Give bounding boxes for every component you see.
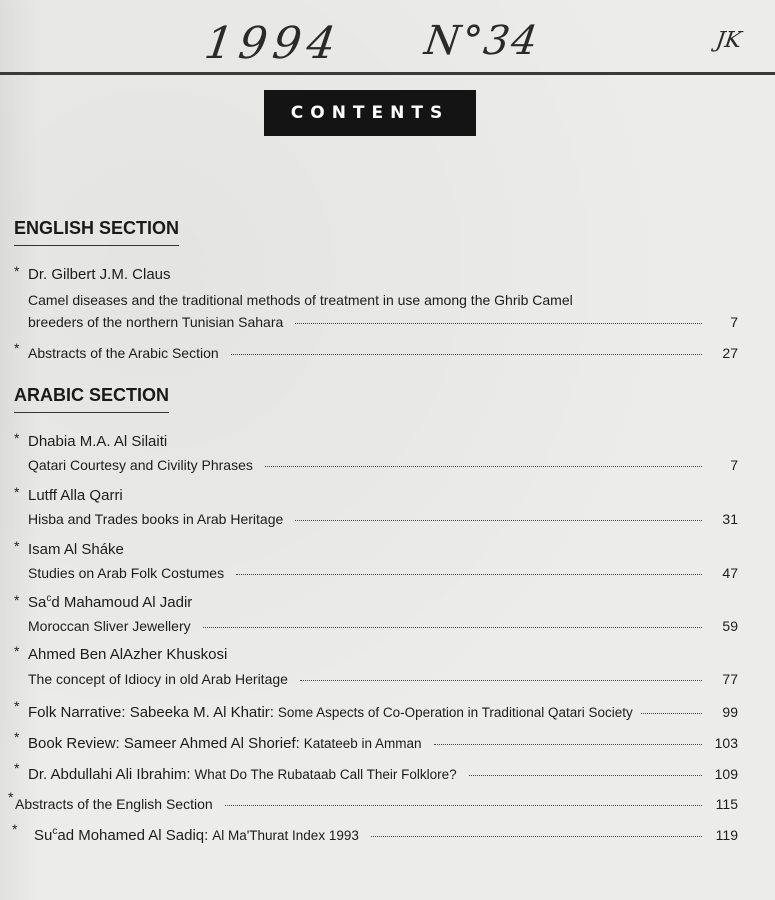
article-title: What Do The Rubataab Call Their Folklore? bbox=[194, 767, 457, 782]
page-number: 7 bbox=[730, 314, 738, 330]
toc-title-line bbox=[28, 292, 738, 308]
dot-leader bbox=[295, 520, 702, 521]
page-number: 27 bbox=[722, 345, 738, 361]
author-name: Dr. Abdullahi Ali Ibrahim: bbox=[28, 766, 191, 783]
article-title: Some Aspects of Co-Operation in Traditional Qatari Society bbox=[277, 705, 633, 720]
top-rule bbox=[0, 72, 775, 75]
dot-leader bbox=[236, 574, 702, 575]
bullet-star: * bbox=[8, 789, 14, 805]
toc-entry[interactable] bbox=[28, 511, 738, 527]
author-name: Su$^c$ad Mohamed Al Sadiq: bbox=[34, 826, 209, 844]
article-title: Qatari Courtesy and Civility Phrases bbox=[28, 457, 253, 473]
page-number: 119 bbox=[715, 827, 738, 843]
page-number: 7 bbox=[730, 457, 738, 473]
bullet-star: * bbox=[12, 821, 18, 837]
toc-entry[interactable] bbox=[34, 826, 738, 844]
article-title: Camel diseases and the traditional methods of treatment in use among the Ghrib Camel bbox=[28, 292, 573, 308]
page-number: 31 bbox=[722, 511, 738, 527]
author-name: Sa$^c$d Mahamoud Al Jadir bbox=[28, 593, 193, 611]
dot-leader bbox=[641, 713, 702, 714]
dot-leader bbox=[434, 744, 702, 745]
english-section-heading: ENGLISH SECTION bbox=[14, 218, 179, 246]
handwritten-issue-number: N°34 bbox=[421, 18, 543, 64]
contents-title: CONTENTS bbox=[264, 90, 476, 136]
toc-entry[interactable] bbox=[15, 796, 738, 812]
dot-leader bbox=[300, 680, 702, 681]
bullet-star: * bbox=[14, 643, 20, 659]
author-name: Ahmed Ben AlAzher Khuskosi bbox=[28, 646, 228, 663]
handwritten-year: 1994 bbox=[201, 18, 345, 69]
bullet-star: * bbox=[14, 760, 20, 776]
page-number: 77 bbox=[722, 671, 738, 687]
author-name: Book Review: Sameer Ahmed Al Shorief: bbox=[28, 735, 300, 752]
dot-leader bbox=[371, 836, 702, 837]
author-name: Dr. Gilbert J.M. Claus bbox=[28, 266, 171, 283]
article-title: Katateeb in Amman bbox=[303, 736, 422, 751]
toc-entry[interactable] bbox=[28, 618, 738, 634]
dot-leader bbox=[203, 627, 702, 628]
author-name: Isam Al Sháke bbox=[28, 541, 124, 558]
toc-entry[interactable] bbox=[28, 345, 738, 361]
article-title: Al Ma'Thurat Index 1993 bbox=[212, 828, 359, 843]
bullet-star: * bbox=[14, 484, 20, 500]
bullet-star: * bbox=[14, 263, 20, 279]
dot-leader bbox=[231, 354, 702, 355]
dot-leader bbox=[225, 805, 702, 806]
author-name: Folk Narrative: Sabeeka M. Al Khatir: bbox=[28, 704, 274, 721]
bullet-star: * bbox=[14, 592, 20, 608]
bullet-star: * bbox=[14, 729, 20, 745]
bullet-star: * bbox=[14, 430, 20, 446]
author-name: Lutff Alla Qarri bbox=[28, 487, 123, 504]
article-title: Moroccan Sliver Jewellery bbox=[28, 618, 191, 634]
toc-entry[interactable] bbox=[28, 565, 738, 581]
toc-entry[interactable] bbox=[28, 457, 738, 473]
article-title: breeders of the northern Tunisian Sahara bbox=[28, 314, 284, 330]
article-title: Abstracts of the English Section bbox=[15, 796, 213, 812]
article-title: The concept of Idiocy in old Arab Heritage bbox=[28, 671, 288, 687]
toc-entry[interactable] bbox=[28, 671, 738, 687]
page-number: 103 bbox=[714, 735, 738, 751]
toc-entry[interactable] bbox=[28, 766, 738, 783]
handwritten-code: JK bbox=[714, 28, 744, 53]
page-number: 47 bbox=[722, 565, 738, 581]
article-title: Abstracts of the Arabic Section bbox=[28, 345, 219, 361]
page-number: 59 bbox=[722, 618, 738, 634]
page-number: 99 bbox=[722, 704, 738, 720]
toc-entry[interactable] bbox=[28, 704, 738, 721]
page-number: 115 bbox=[715, 796, 738, 812]
arabic-section-heading: ARABIC SECTION bbox=[14, 385, 169, 413]
toc-entry[interactable] bbox=[28, 735, 738, 752]
toc-entry[interactable] bbox=[28, 314, 738, 330]
page-number: 109 bbox=[714, 766, 738, 782]
dot-leader bbox=[469, 775, 702, 776]
bullet-star: * bbox=[14, 538, 20, 554]
article-title: Hisba and Trades books in Arab Heritage bbox=[28, 511, 284, 527]
article-title: Studies on Arab Folk Costumes bbox=[28, 565, 225, 581]
bullet-star: * bbox=[14, 698, 20, 714]
author-name: Dhabia M.A. Al Silaiti bbox=[28, 433, 168, 450]
bullet-star: * bbox=[14, 340, 20, 356]
dot-leader bbox=[295, 323, 702, 324]
dot-leader bbox=[265, 466, 702, 467]
